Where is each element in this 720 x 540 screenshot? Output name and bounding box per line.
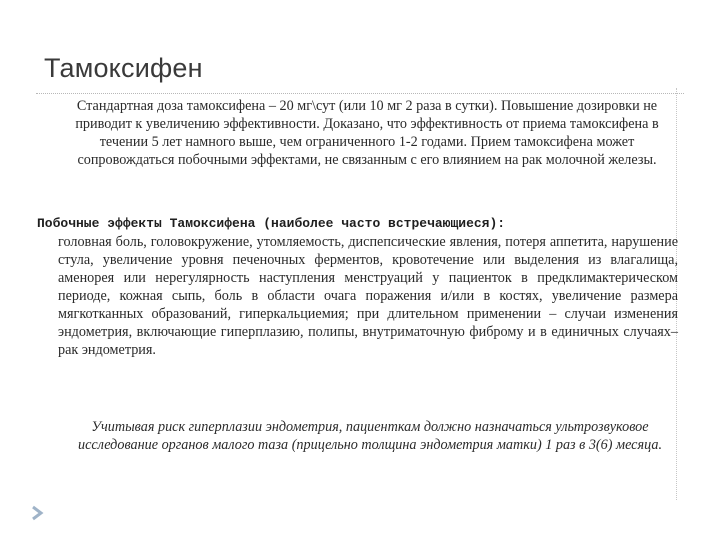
standard-dose-paragraph: Стандартная доза тамоксифена – 20 мг\сут (или 10 мг 2 раза в сутки). Повышение дозировки не приводит к увеличению эффективности. Доказано, что эффективность от приема тамоксифена в течении 5 лет намного выше, чем ограниченного 1-2 годами. Прием тамоксифена может сопровождаться побочными эффектами, не связанным с его влиянием на рак молочной железы. [75,98,659,168]
side-effects-list: головная боль, головокружение, утомляемость, диспепсические явления, потеря аппетита, нарушение стула, увеличение уровня печеночных ферментов, кровотечение или выделения из влагалища, аменорея или нерегулярность наступления менструаций у пациенток в предклимактерическом периоде, кожная сыпь, боль в области очага поражения и/или в костях, увеличение размера мягкотканных образований, гиперкальциемия; при длительном применении – случаи изменения эндометрия, включающие гиперплазию, полипы, внутриматочную фиброму и в единичных случаях– рак эндометрия. [58,234,678,358]
slide-title: Тамоксифен [44,53,203,83]
title-divider [36,93,684,94]
side-effects-heading: Побочные эффекты Тамоксифена (наиболее часто встречающиеся): [37,216,506,231]
ultrasound-recommendation: Учитывая риск гиперплазии эндометрия, пациенткам должно назначаться ультрозвуковое исследование органов малого таза (прицельно толщина эндометрия матки) 1 раз в 3(6) месяца. [78,419,662,453]
next-arrow-icon[interactable] [30,505,44,521]
